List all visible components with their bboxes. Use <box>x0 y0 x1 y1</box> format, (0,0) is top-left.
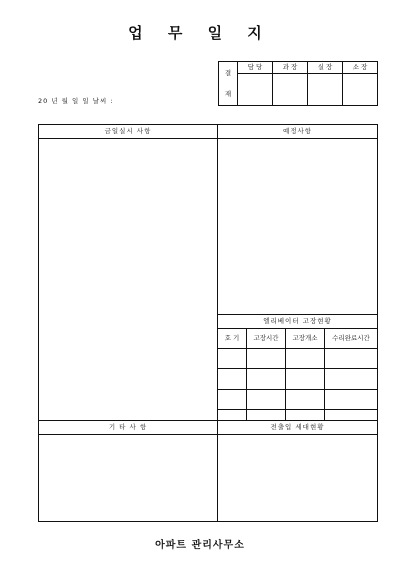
elevator-cell[interactable] <box>218 410 247 420</box>
today-work-area[interactable] <box>39 139 218 421</box>
document-title: 업 무 일 지 <box>128 24 272 42</box>
elevator-cell[interactable] <box>218 348 247 369</box>
elevator-cell[interactable] <box>325 410 378 420</box>
approval-role-1: 담 당 <box>238 62 273 74</box>
approval-sign-4[interactable] <box>343 74 378 106</box>
planned-header: 예정사항 <box>218 125 378 139</box>
today-work-header: 금일실시 사항 <box>39 125 218 139</box>
elevator-cell[interactable] <box>218 369 247 390</box>
elevator-row <box>218 348 377 369</box>
elevator-table-cell <box>218 329 378 421</box>
elevator-col-fault-location: 고장개소 <box>286 329 325 348</box>
date-weather-line: 20 년 월 일 일 날씨 : <box>38 97 114 105</box>
elevator-row <box>218 369 377 390</box>
elevator-cell[interactable] <box>247 348 286 369</box>
approval-role-4: 소 장 <box>343 62 378 74</box>
move-header: 전출입 세대현황 <box>218 421 378 435</box>
elevator-col-repair-time: 수리완료시간 <box>325 329 378 348</box>
work-log-table <box>38 124 378 522</box>
approval-sign-3[interactable] <box>308 74 343 106</box>
elevator-cell[interactable] <box>325 389 378 410</box>
approval-sign-2[interactable] <box>273 74 308 106</box>
elevator-cell[interactable] <box>325 369 378 390</box>
approval-side-top: 결 <box>224 69 232 77</box>
other-area[interactable] <box>39 435 218 522</box>
elevator-col-unit: 호 기 <box>218 329 247 348</box>
elevator-row <box>218 410 377 420</box>
move-area[interactable] <box>218 435 378 522</box>
approval-role-2: 과 장 <box>273 62 308 74</box>
elevator-row <box>218 389 377 410</box>
elevator-cell[interactable] <box>286 348 325 369</box>
approval-sign-1[interactable] <box>238 74 273 106</box>
elevator-cell[interactable] <box>286 389 325 410</box>
approval-side-label <box>219 62 238 106</box>
elevator-cell[interactable] <box>247 369 286 390</box>
elevator-cell[interactable] <box>286 369 325 390</box>
elevator-cell[interactable] <box>218 389 247 410</box>
elevator-col-fault-time: 고장시간 <box>247 329 286 348</box>
elevator-status-table <box>218 329 377 420</box>
elevator-cell[interactable] <box>286 410 325 420</box>
elevator-cell[interactable] <box>247 389 286 410</box>
other-header: 기 타 사 항 <box>39 421 218 435</box>
approval-side-bottom: 재 <box>224 89 232 98</box>
elevator-cell[interactable] <box>247 410 286 420</box>
approval-role-3: 실 장 <box>308 62 343 74</box>
elevator-cell[interactable] <box>325 348 378 369</box>
planned-area[interactable] <box>218 139 378 315</box>
elevator-title: 엘리베이터 고장현황 <box>218 315 378 329</box>
office-name: 아파트 관리사무소 <box>155 540 245 551</box>
approval-box <box>218 61 378 106</box>
